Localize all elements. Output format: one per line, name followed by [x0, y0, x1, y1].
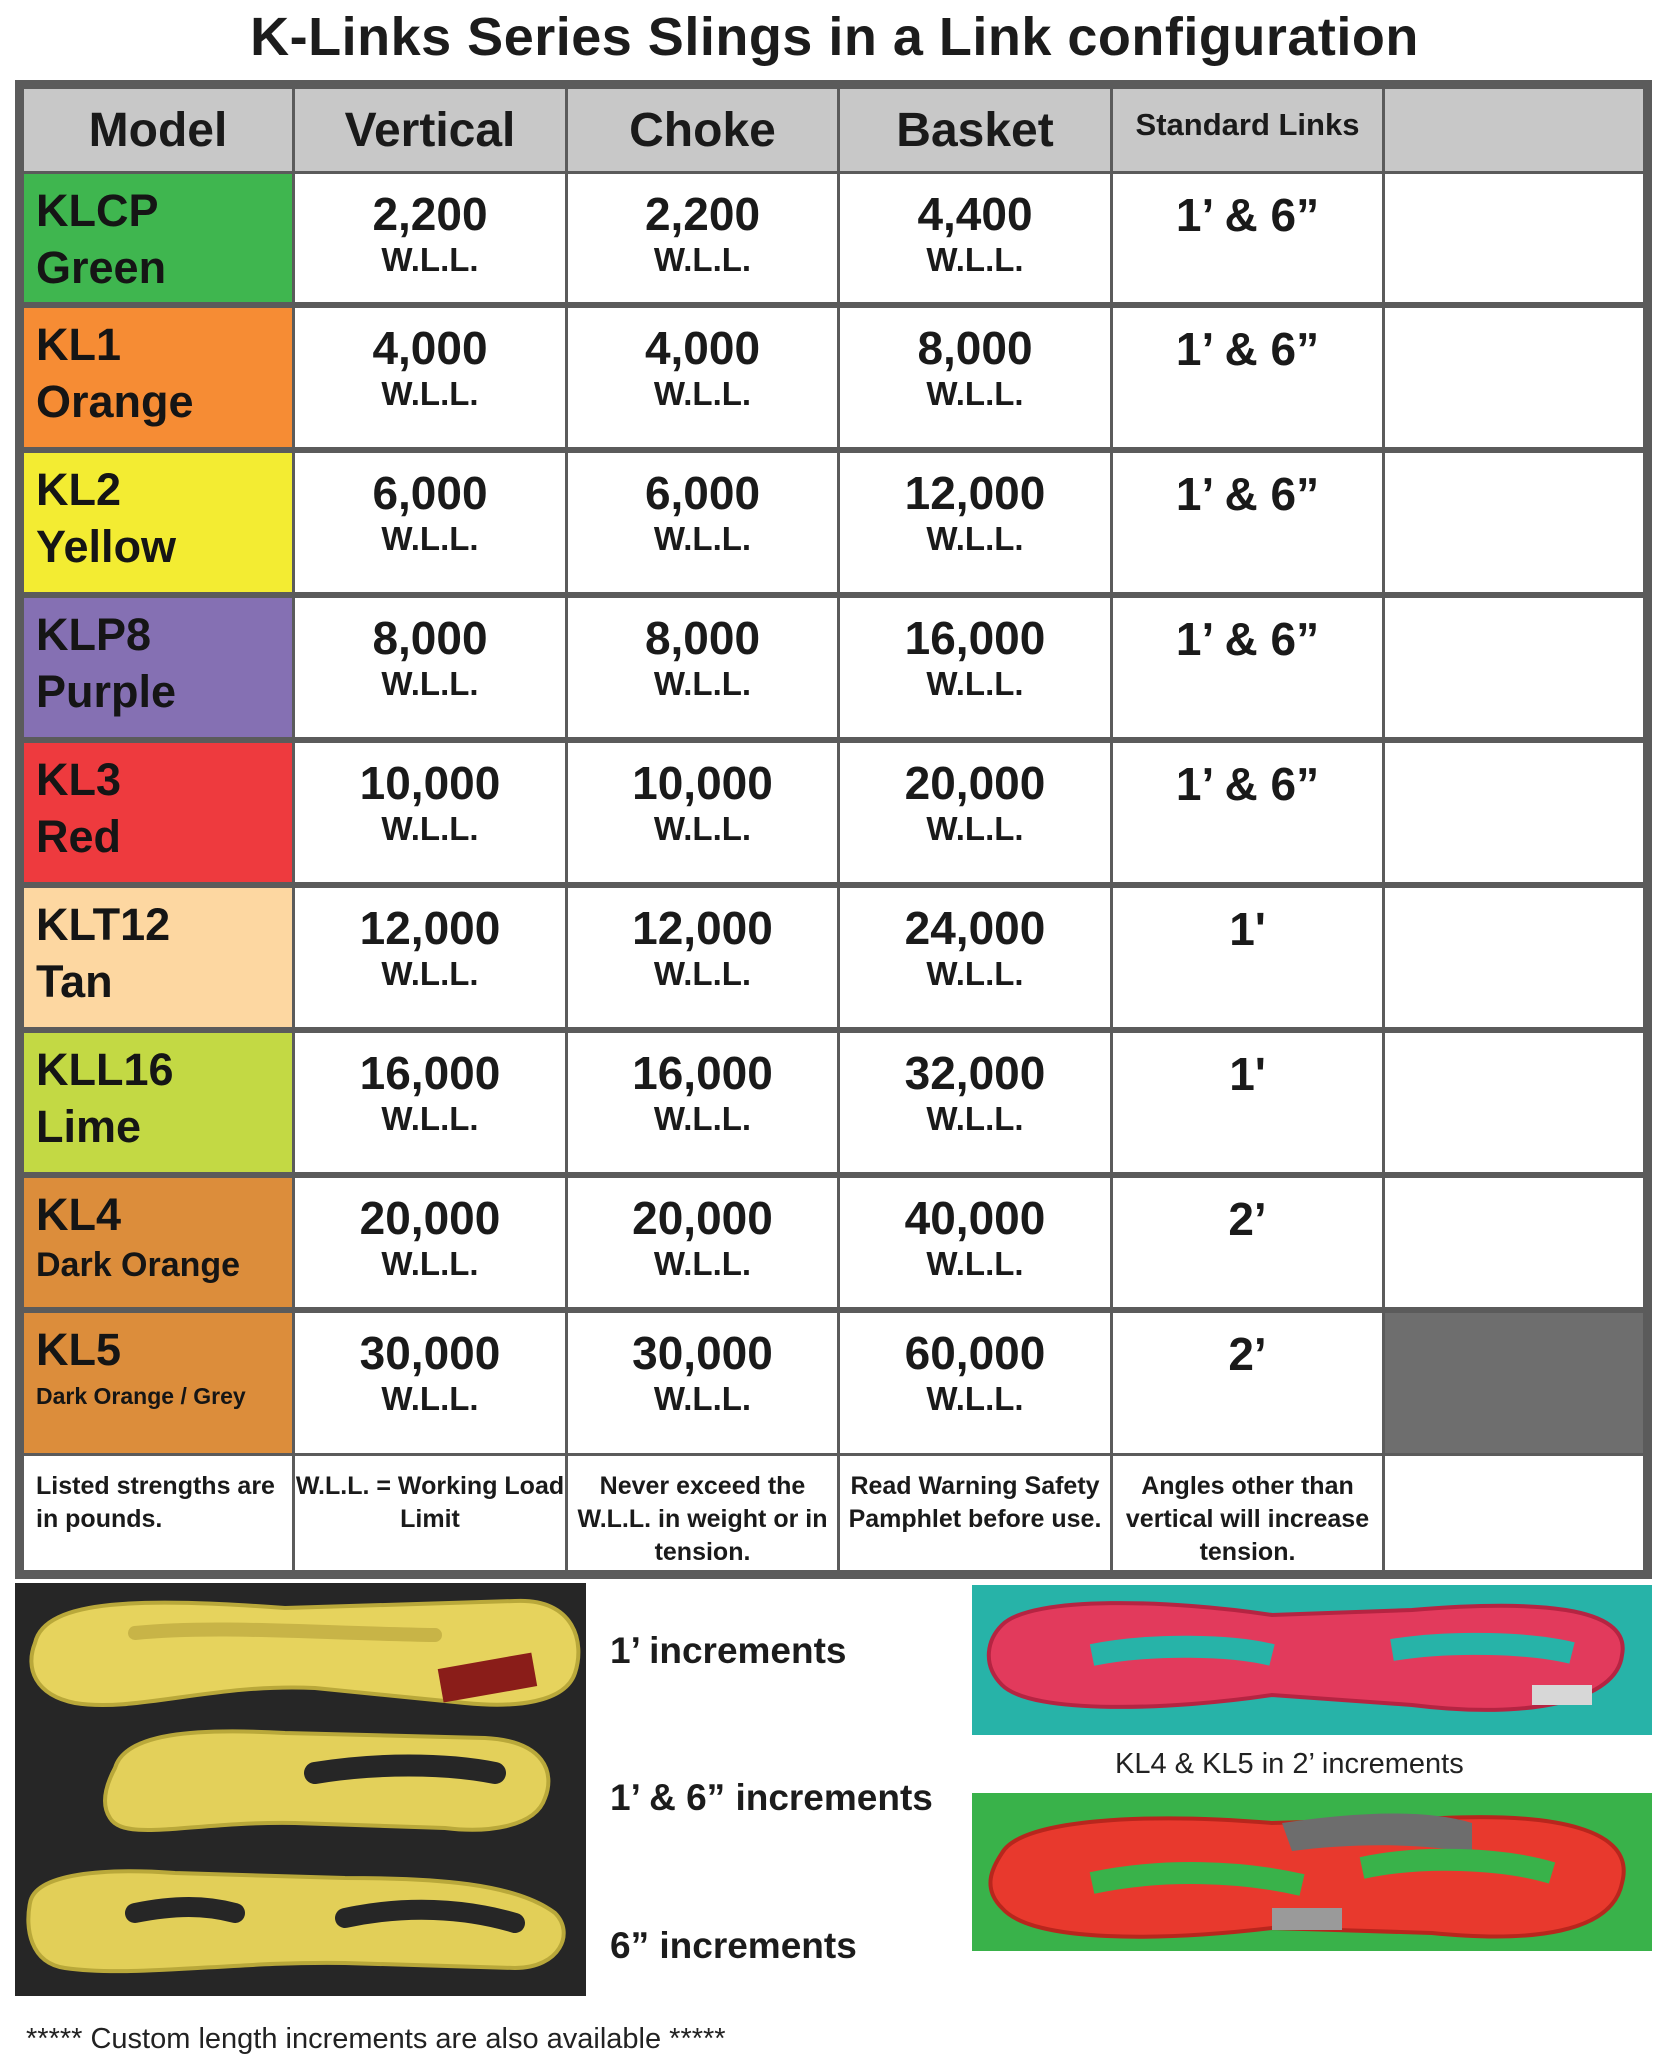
model-code: KLCP [36, 185, 159, 236]
choke-value: 4,000 [644, 322, 761, 374]
choke-value: 6,000 [644, 467, 761, 519]
vertical-wll-cell [295, 888, 565, 1027]
model-cell [24, 308, 292, 447]
model-cell [24, 453, 292, 592]
basket-wll-cell [840, 743, 1110, 882]
vertical-value: 2,200 [372, 188, 488, 240]
vertical-value: 6,000 [372, 467, 488, 519]
choke-wll-cell [568, 1033, 837, 1172]
wll-unit: W.L.L. [926, 1245, 1024, 1282]
wll-unit: W.L.L. [381, 1380, 479, 1417]
model-code: KLT12 [36, 899, 171, 950]
model-cell [24, 1313, 292, 1453]
model-cell [24, 174, 292, 302]
standard-links-cell: 1’ & 6” [1113, 743, 1382, 882]
model-code: KLP8 [36, 609, 152, 660]
model-color-name: Green [36, 242, 167, 293]
increment-label: 1’ & 6” increments [610, 1777, 933, 1818]
basket-value: 12,000 [904, 467, 1046, 519]
basket-wll-cell [840, 174, 1110, 302]
vertical-value: 8,000 [372, 612, 488, 664]
standard-links-cell: 1’ & 6” [1113, 453, 1382, 592]
basket-wll-cell [840, 1178, 1110, 1307]
yellow-slings-photo [15, 1583, 586, 1996]
vertical-wll-cell [295, 1033, 565, 1172]
note-cell: Read Warning Safety Pamphlet before use. [840, 1456, 1110, 1570]
wll-unit: W.L.L. [926, 1100, 1024, 1137]
note-cell: Angles other than vertical will increase tension. [1113, 1456, 1382, 1570]
blank-cell [1385, 1178, 1643, 1307]
model-code: KL5 [36, 1324, 122, 1375]
model-color-name: Lime [36, 1101, 142, 1152]
choke-value: 20,000 [632, 1192, 773, 1244]
model-color-name: Tan [36, 956, 113, 1007]
red-grey-sling-illustration [972, 1793, 1652, 1951]
model-color-name: Purple [36, 666, 177, 717]
wll-unit: W.L.L. [653, 241, 752, 278]
wll-unit: W.L.L. [926, 810, 1024, 847]
vertical-wll-cell [295, 308, 565, 447]
basket-value: 40,000 [904, 1192, 1046, 1244]
basket-value: 60,000 [904, 1327, 1046, 1379]
choke-wll-cell [568, 453, 837, 592]
choke-wll-cell [568, 888, 837, 1027]
vertical-value: 12,000 [359, 902, 501, 954]
increment-label: 1’ increments [610, 1630, 847, 1671]
note-cell-blank [1385, 1456, 1643, 1570]
wll-unit: W.L.L. [381, 241, 479, 278]
choke-wll-cell [568, 743, 837, 882]
standard-links-cell: 1’ & 6” [1113, 598, 1382, 737]
header-standard-links: Standard Links [1113, 89, 1382, 171]
wll-unit: W.L.L. [381, 520, 479, 557]
blank-cell [1385, 1033, 1643, 1172]
basket-value: 4,400 [917, 188, 1033, 240]
note-cell: Never exceed the W.L.L. in weight or in tension. [568, 1456, 837, 1570]
basket-value: 24,000 [904, 902, 1046, 954]
wll-unit: W.L.L. [653, 1100, 752, 1137]
choke-value: 16,000 [632, 1047, 773, 1099]
model-color-name: Yellow [36, 521, 177, 572]
basket-wll-cell [840, 1313, 1110, 1453]
choke-value: 30,000 [632, 1327, 773, 1379]
vertical-wll-cell [295, 598, 565, 737]
photo-caption: KL4 & KL5 in 2’ increments [1115, 1748, 1464, 1780]
choke-wll-cell [568, 308, 837, 447]
standard-links-cell: 2’ [1113, 1313, 1382, 1453]
model-code: KL4 [36, 1189, 122, 1240]
yellow-slings-illustration [15, 1583, 586, 1996]
wll-unit: W.L.L. [381, 1100, 479, 1137]
choke-wll-cell [568, 1178, 837, 1307]
wll-unit: W.L.L. [926, 955, 1024, 992]
wll-unit: W.L.L. [653, 375, 752, 412]
vertical-wll-cell [295, 1313, 565, 1453]
blank-cell [1385, 308, 1643, 447]
header-blank [1385, 89, 1643, 171]
basket-wll-cell [840, 453, 1110, 592]
vertical-value: 20,000 [359, 1192, 501, 1244]
wll-unit: W.L.L. [381, 665, 479, 702]
model-color-name: Dark Orange [36, 1246, 241, 1284]
standard-links-cell: 2’ [1113, 1178, 1382, 1307]
wll-unit: W.L.L. [381, 955, 479, 992]
wll-unit: W.L.L. [926, 665, 1024, 702]
wll-unit: W.L.L. [381, 810, 479, 847]
blank-cell [1385, 598, 1643, 737]
red-sling-illustration [972, 1585, 1652, 1735]
choke-wll-cell [568, 1313, 837, 1453]
header-basket: Basket [840, 89, 1110, 171]
wll-unit: W.L.L. [926, 520, 1024, 557]
red-sling-photo-top [972, 1585, 1652, 1735]
basket-wll-cell [840, 308, 1110, 447]
basket-wll-cell [840, 598, 1110, 737]
vertical-wll-cell [295, 743, 565, 882]
vertical-wll-cell [295, 1178, 565, 1307]
red-sling-photo-bottom [972, 1793, 1652, 1951]
header-model: Model [24, 89, 292, 171]
vertical-wll-cell [295, 453, 565, 592]
model-code: KL2 [36, 464, 122, 515]
vertical-value: 16,000 [359, 1047, 501, 1099]
wll-unit: W.L.L. [381, 375, 479, 412]
basket-value: 20,000 [904, 757, 1046, 809]
wll-unit: W.L.L. [926, 375, 1024, 412]
model-cell [24, 743, 292, 882]
standard-links-cell: 1’ & 6” [1113, 174, 1382, 302]
page-title: K-Links Series Slings in a Link configuration [250, 7, 1419, 67]
vertical-value: 10,000 [359, 757, 501, 809]
standard-links-cell: 1' [1113, 888, 1382, 1027]
wll-unit: W.L.L. [653, 1245, 752, 1282]
blank-cell [1385, 1313, 1643, 1453]
basket-value: 32,000 [904, 1047, 1046, 1099]
note-cell: W.L.L. = Working Load Limit [295, 1456, 565, 1570]
vertical-value: 30,000 [359, 1327, 501, 1379]
wll-unit: W.L.L. [653, 665, 752, 702]
wll-unit: W.L.L. [653, 520, 752, 557]
model-cell [24, 598, 292, 737]
model-code: KL1 [36, 319, 122, 370]
blank-cell [1385, 743, 1643, 882]
standard-links-cell: 1’ & 6” [1113, 308, 1382, 447]
wll-unit: W.L.L. [653, 955, 752, 992]
header-vertical: Vertical [295, 89, 565, 171]
header-choke: Choke [568, 89, 837, 171]
standard-links-cell: 1' [1113, 1033, 1382, 1172]
choke-value: 8,000 [644, 612, 761, 664]
basket-wll-cell [840, 888, 1110, 1027]
vertical-value: 4,000 [372, 322, 488, 374]
choke-value: 10,000 [632, 757, 773, 809]
blank-cell [1385, 453, 1643, 592]
model-color-name: Red [36, 811, 122, 862]
wll-unit: W.L.L. [653, 810, 752, 847]
choke-value: 2,200 [644, 188, 761, 240]
wll-unit: W.L.L. [381, 1245, 479, 1282]
basket-wll-cell [840, 1033, 1110, 1172]
model-cell [24, 888, 292, 1027]
note-cell: Listed strengths are in pounds. [24, 1456, 292, 1570]
model-color-name: Dark Orange / Grey [36, 1383, 246, 1409]
wll-unit: W.L.L. [653, 1380, 752, 1417]
wll-unit: W.L.L. [926, 241, 1024, 278]
choke-wll-cell [568, 174, 837, 302]
choke-value: 12,000 [632, 902, 773, 954]
wll-unit: W.L.L. [926, 1380, 1024, 1417]
blank-cell [1385, 174, 1643, 302]
model-code: KL3 [36, 754, 122, 805]
basket-value: 8,000 [917, 322, 1033, 374]
vertical-wll-cell [295, 174, 565, 302]
basket-value: 16,000 [904, 612, 1046, 664]
model-code: KLL16 [36, 1044, 174, 1095]
choke-wll-cell [568, 598, 837, 737]
footer-note: ***** Custom length increments are also available ***** [26, 2023, 726, 2055]
sling-table [15, 80, 1652, 1579]
increment-label: 6” increments [610, 1925, 857, 1966]
model-color-name: Orange [36, 376, 194, 427]
model-cell [24, 1033, 292, 1172]
model-cell [24, 1178, 292, 1307]
blank-cell [1385, 888, 1643, 1027]
